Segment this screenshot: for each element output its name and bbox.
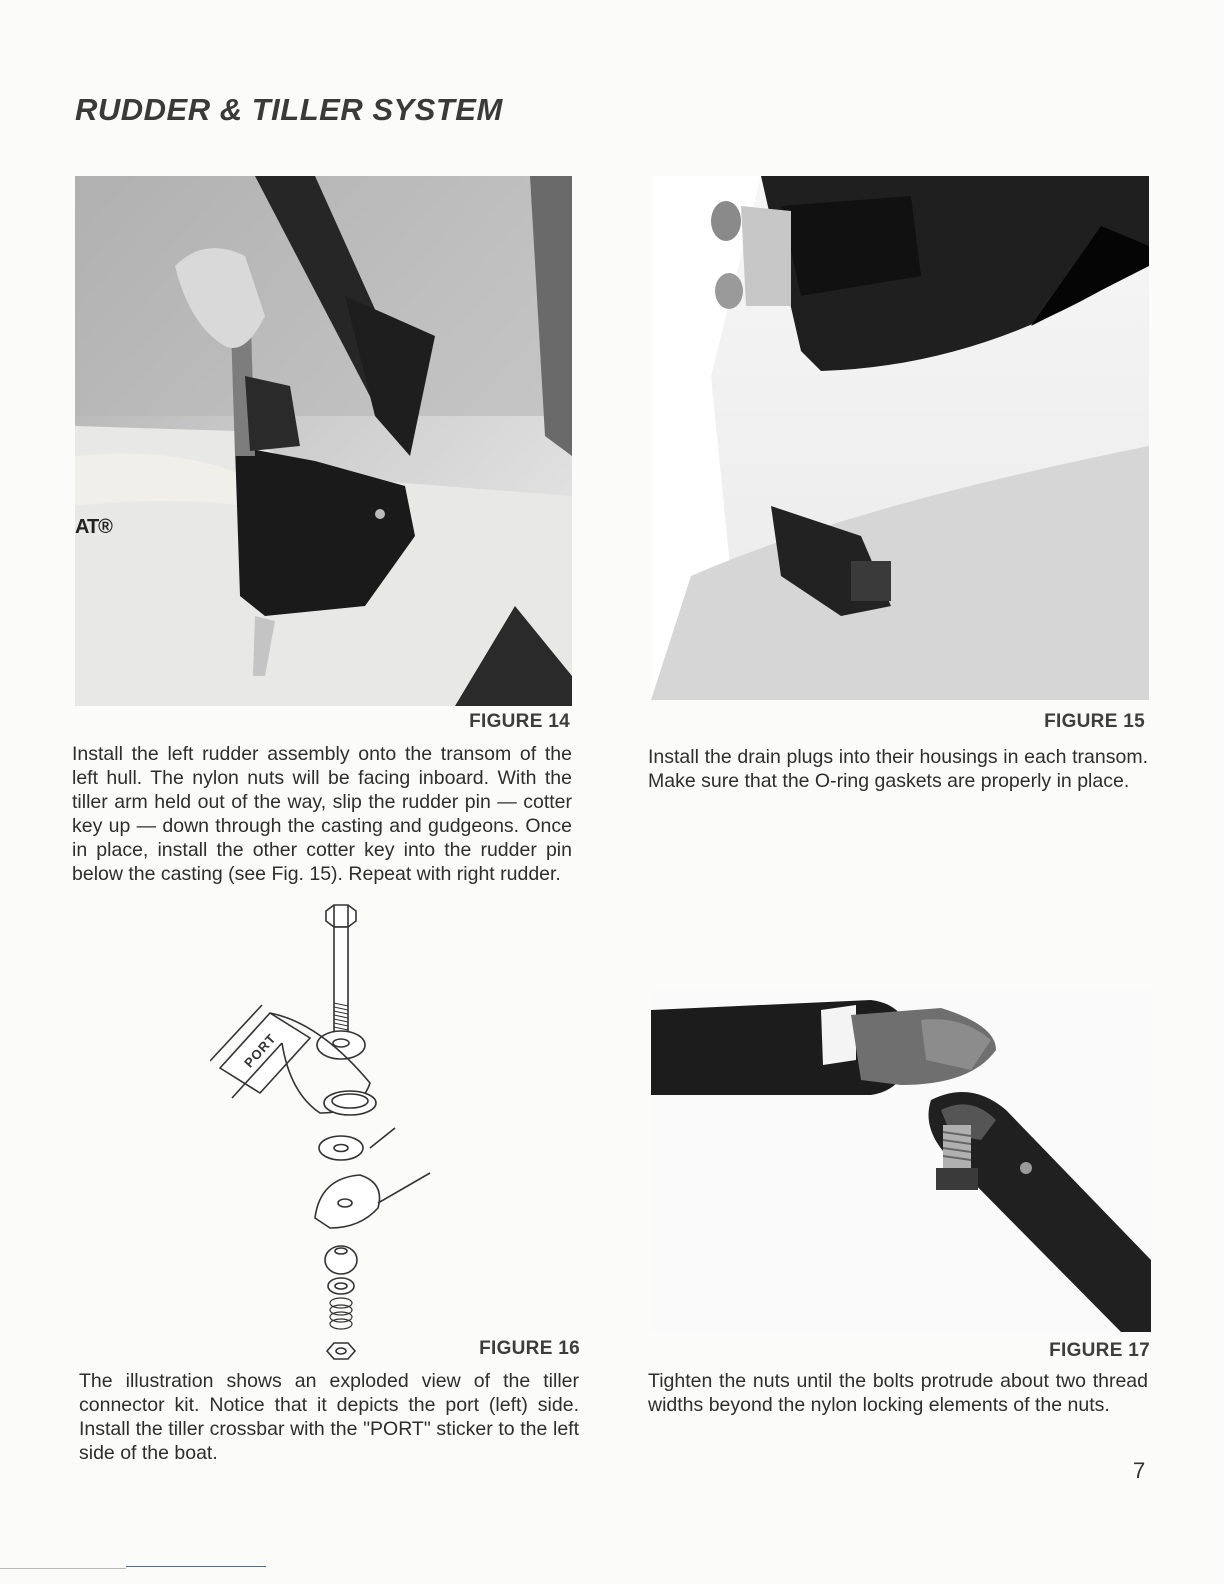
figure-14-caption: Install the left rudder assembly onto the transom of the left hull. The nylon nuts will be facing inboard. With the tiller arm held out of the way, slip the rudder pin — cotter key up — down through the casting and gudgeons. Once in place, install the other cotter key into the rudder pin below the casting (see Fig. 15). Repeat with right rudder. [72,743,572,885]
figure-15-photo [651,176,1149,700]
figure-14-photo [75,176,572,706]
logo-fragment: AT® [75,516,112,538]
page-title: RUDDER & TILLER SYSTEM [75,92,503,127]
figure-15-label: FIGURE 15 [1044,711,1145,732]
figure-15-caption: Install the drain plugs into their housings in each transom. Make sure that the O-ring gaskets are properly in place. [648,746,1148,792]
figure-17-caption: Tighten the nuts until the bolts protrude about two thread widths beyond the nylon locking elements of the nuts. [648,1370,1148,1416]
page-number: 7 [1133,1458,1146,1483]
port-sticker-label: PORT [241,1030,280,1071]
figure-16-caption: The illustration shows an exploded view of the tiller connector kit. Notice that it depicts the port (left) side. Install the tiller crossbar with the "PORT" sticker to the left side of the boat. [79,1370,579,1464]
figure-17-label: FIGURE 17 [1049,1340,1150,1361]
footer-rule [0,1568,126,1569]
figure-14-label: FIGURE 14 [469,711,570,732]
figure-16-label: FIGURE 16 [479,1338,580,1359]
figure-16-illustration [210,903,450,1365]
figure-17-photo [651,990,1151,1332]
footer-rule-accent [126,1566,266,1567]
